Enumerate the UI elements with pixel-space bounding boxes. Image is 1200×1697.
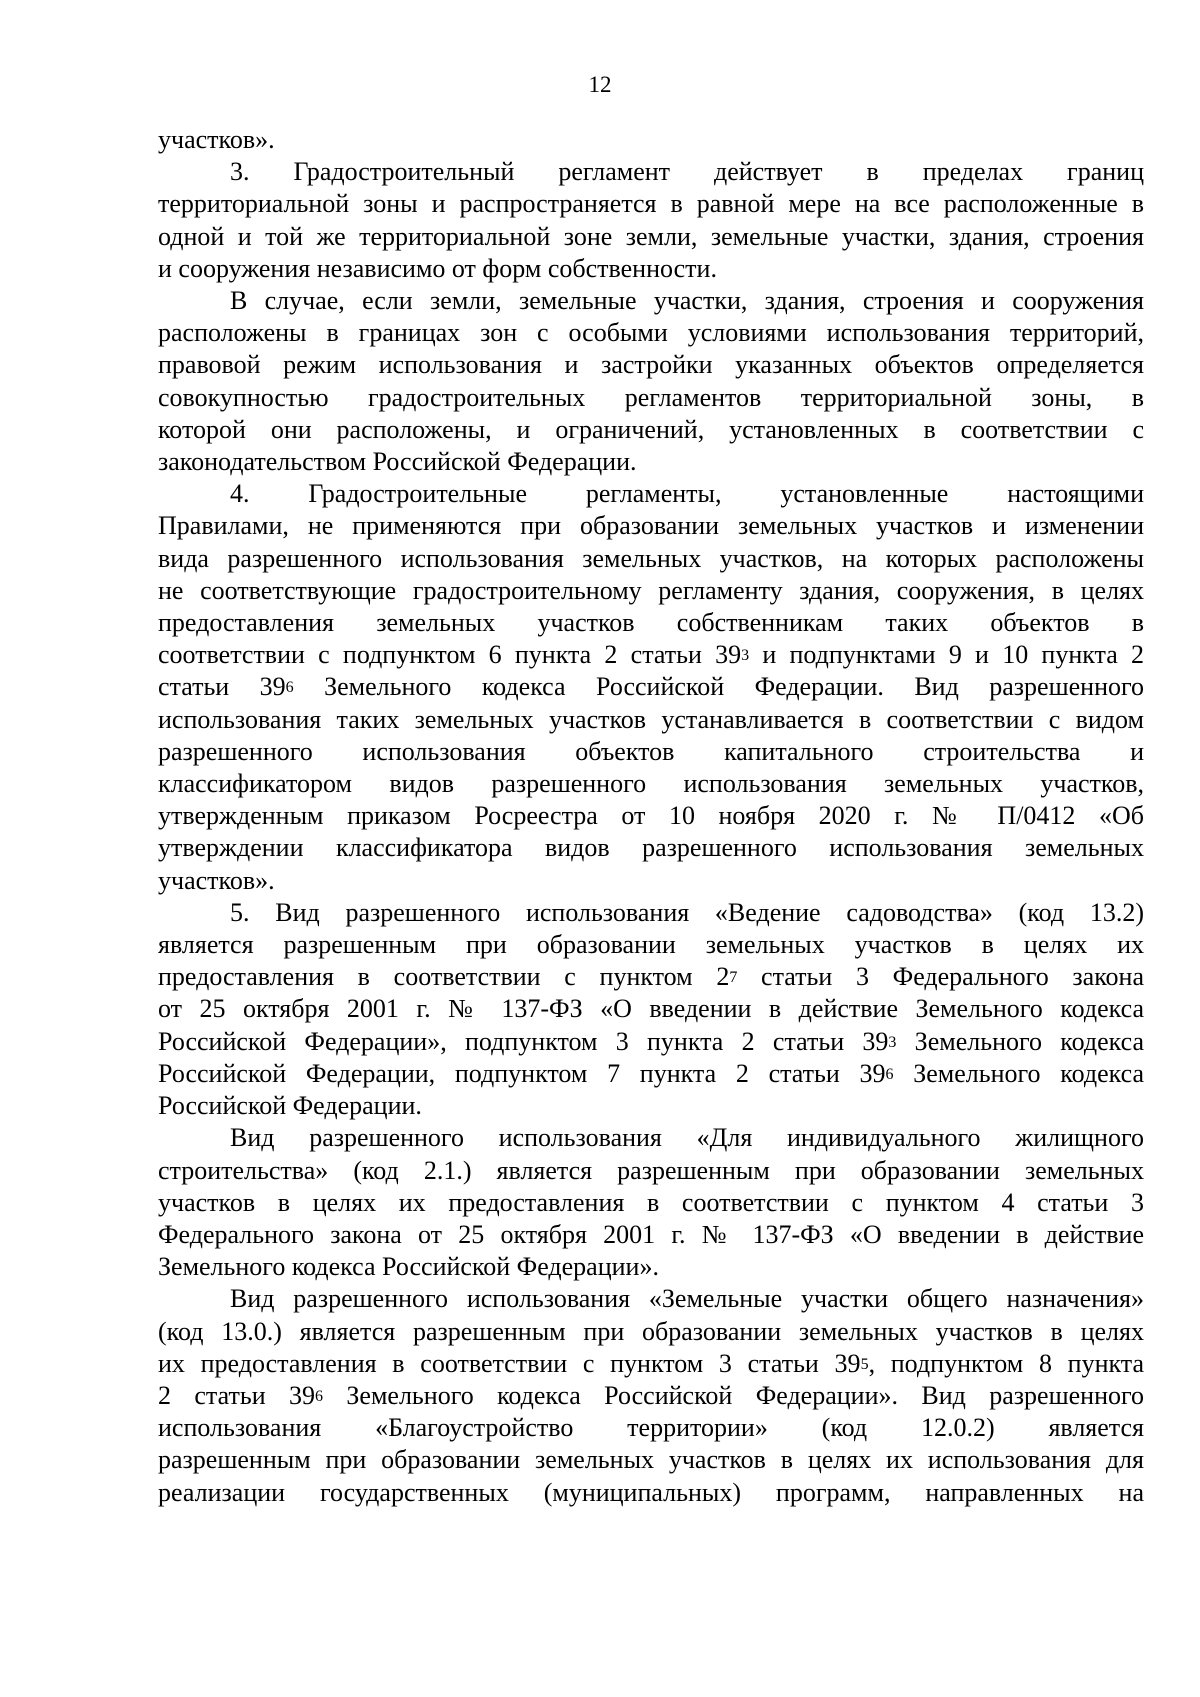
text-line: реализации государственных (муниципальных) программ, направленных на <box>158 1477 1144 1507</box>
text-line <box>158 1058 1144 1090</box>
text-line: Вид разрешенного использования «Для индивидуального жилищного <box>230 1123 1144 1153</box>
paragraph-special-zones <box>158 285 1144 478</box>
text-line <box>158 1348 1144 1380</box>
text-line <box>158 639 1144 671</box>
article-superscript: 3 <box>888 1033 897 1051</box>
paragraph-item-3 <box>158 156 1144 285</box>
text-line: которой они расположены, и ограничений, установленных в соответствии с <box>158 414 1144 444</box>
text-line <box>158 961 1144 993</box>
text-line: вида разрешенного использования земельных участков, на которых расположены <box>158 543 1144 573</box>
text-line: разрешенного использования объектов капитального строительства и <box>158 736 1144 766</box>
line-text: статьи 39 <box>158 672 286 702</box>
article-superscript: 6 <box>885 1065 894 1083</box>
article-superscript: 6 <box>285 679 294 697</box>
text-line: Земельного кодекса Российской Федерации». <box>158 1252 659 1282</box>
text-line: Российской Федерации. <box>158 1091 422 1121</box>
article-superscript: 3 <box>741 647 750 665</box>
line-text: их предоставления в соответствии с пунктом 3 статьи 39 <box>158 1348 861 1378</box>
text-line: разрешенным при образовании земельных участков в целях их использования для <box>158 1445 1144 1475</box>
line-text: Земельного кодекса Российской Федерации. Вид разрешенного <box>293 672 1144 702</box>
line-text: статьи 3 Федерального закона <box>737 962 1144 992</box>
text-line <box>158 1380 1144 1412</box>
text-line: использования таких земельных участков устанавливается в соответствии с видом <box>158 704 1144 734</box>
text-line: не соответствующие градостроительному регламенту здания, сооружения, в целях <box>158 575 1144 605</box>
article-superscript: 5 <box>860 1355 869 1373</box>
paragraph-continuation <box>158 124 1144 156</box>
text-line: 3. Градостроительный регламент действует в пределах границ <box>230 157 1144 187</box>
line-text: Российской Федерации, подпунктом 7 пункта 2 статьи 39 <box>158 1058 886 1088</box>
text-line: утверждении классификатора видов разрешенного использования земельных <box>158 833 1144 863</box>
line-text: Земельного кодекса Российской Федерации». Вид разрешенного <box>323 1380 1144 1410</box>
line-text: и подпунктами 9 и 10 пункта 2 <box>749 640 1145 670</box>
text-line: и сооружения независимо от форм собственности. <box>158 253 717 283</box>
text-line: 5. Вид разрешенного использования «Ведение садоводства» (код 13.2) <box>230 897 1144 927</box>
article-superscript: 7 <box>729 969 738 987</box>
document-body <box>158 124 1144 1509</box>
text-line: правовой режим использования и застройки указанных объектов определяется <box>158 350 1144 380</box>
text-line: является разрешенным при образовании земельных участков в целях их <box>158 930 1144 960</box>
text-line: классификатором видов разрешенного использования земельных участков, <box>158 769 1144 799</box>
text-line: утвержденным приказом Росреестра от 10 ноября 2020 г. № П/0412 «Об <box>158 801 1144 831</box>
text-line: строительства» (код 2.1.) является разрешенным при образовании земельных <box>158 1155 1144 1185</box>
line-text: предоставления в соответствии с пунктом 2 <box>158 962 730 992</box>
page-number: 12 <box>588 72 612 97</box>
text-line: В случае, если земли, земельные участки, здания, строения и сооружения <box>230 286 1144 316</box>
text-line: совокупностью градостроительных регламентов территориальной зоны, в <box>158 382 1144 412</box>
paragraph-common-land <box>158 1283 1144 1508</box>
line-text: Российской Федерации», подпунктом 3 пункта 2 статьи 39 <box>158 1026 889 1056</box>
text-line: участков». <box>158 865 275 895</box>
text-line: 4. Градостроительные регламенты, установленные настоящими <box>230 479 1144 509</box>
line-text: Земельного кодекса <box>896 1026 1144 1056</box>
text-line: от 25 октября 2001 г. № 137-ФЗ «О введении в действие Земельного кодекса <box>158 994 1144 1024</box>
text-line: Вид разрешенного использования «Земельные участки общего назначения» <box>230 1284 1144 1314</box>
line-text: 2 статьи 39 <box>158 1380 315 1410</box>
text-line: участков». <box>158 125 275 154</box>
paragraph-item-4 <box>158 478 1144 897</box>
text-line: использования «Благоустройство территории» (код 12.0.2) является <box>158 1413 1144 1443</box>
text-line <box>158 1026 1144 1058</box>
text-line: (код 13.0.) является разрешенным при образовании земельных участков в целях <box>158 1316 1144 1346</box>
text-line: территориальной зоны и распространяется в равной мере на все расположенные в <box>158 189 1144 219</box>
text-line <box>158 671 1144 703</box>
text-line: участков в целях их предоставления в соответствии с пунктом 4 статьи 3 <box>158 1187 1144 1217</box>
line-text: , подпунктом 8 пункта <box>868 1348 1144 1378</box>
text-line: Правилами, не применяются при образовании земельных участков и изменении <box>158 511 1144 541</box>
text-line: предоставления земельных участков собственникам таких объектов в <box>158 608 1144 638</box>
text-line: законодательством Российской Федерации. <box>158 447 637 477</box>
paragraph-individual-housing <box>158 1122 1144 1283</box>
line-text: соответствии с подпунктом 6 пункта 2 статьи 39 <box>158 640 742 670</box>
text-line: расположены в границах зон с особыми условиями использования территорий, <box>158 318 1144 348</box>
text-line: Федерального закона от 25 октября 2001 г. № 137-ФЗ «О введении в действие <box>158 1219 1144 1249</box>
line-text: Земельного кодекса <box>893 1058 1144 1088</box>
article-superscript: 6 <box>315 1387 323 1405</box>
text-line: одной и той же территориальной зоне земли, земельные участки, здания, строения <box>158 221 1144 251</box>
paragraph-item-5 <box>158 897 1144 1122</box>
